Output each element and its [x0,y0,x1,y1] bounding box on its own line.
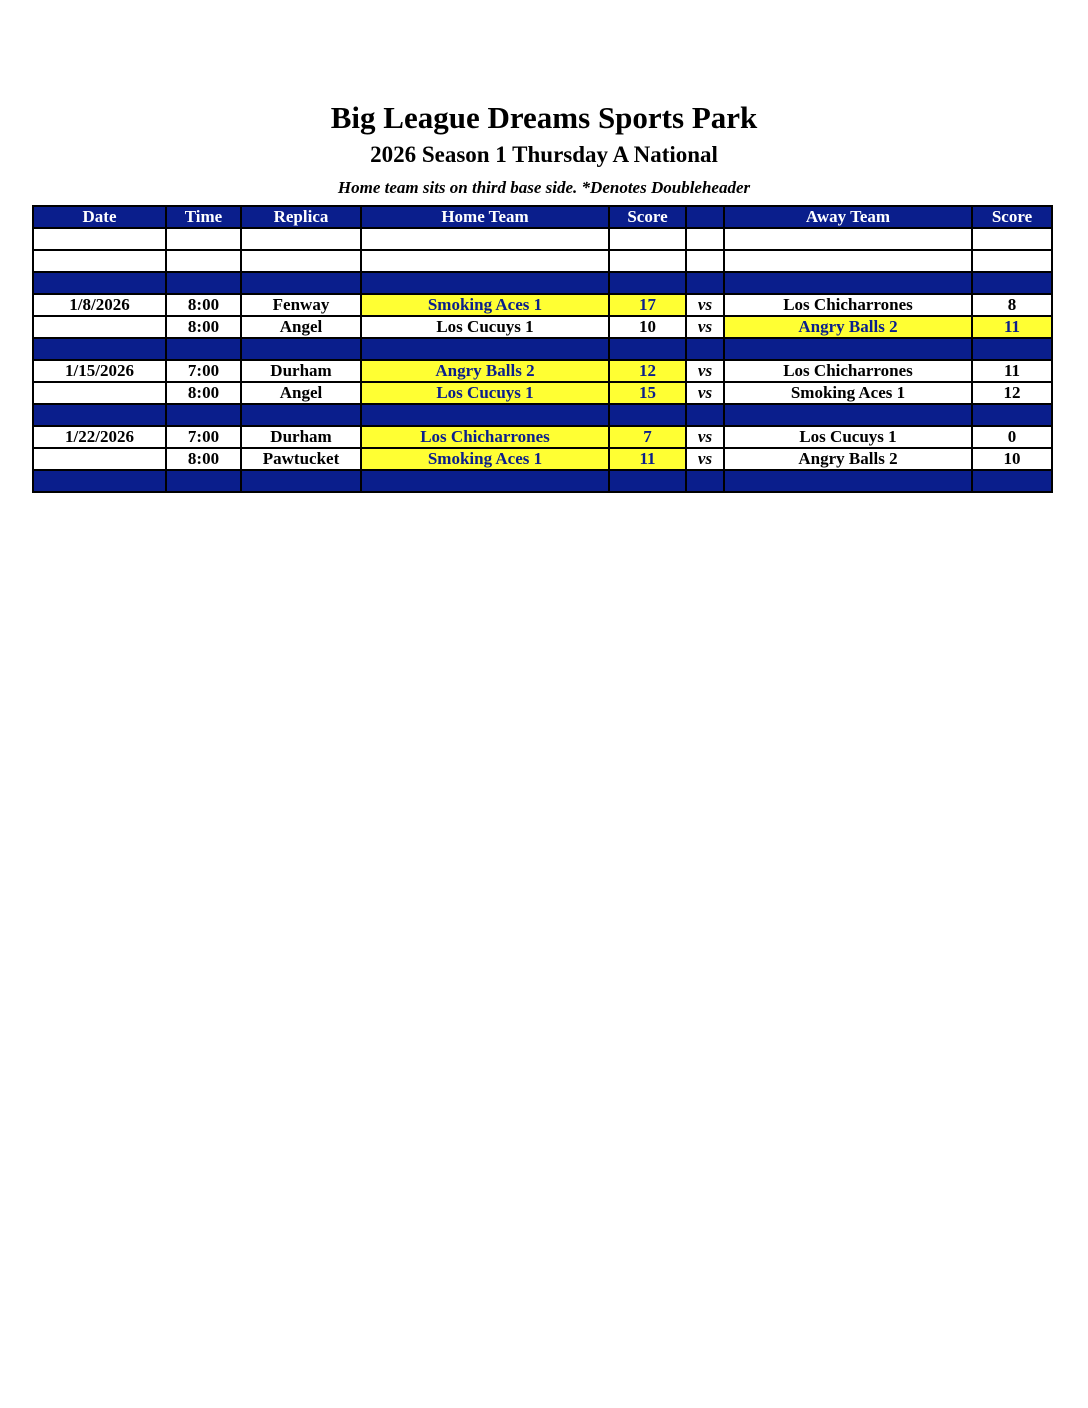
game-date: 1/8/2026 [33,294,166,316]
empty-row [33,250,1052,272]
game-replica: Durham [241,360,361,382]
away-score: 12 [972,382,1052,404]
home-team: Smoking Aces 1 [361,294,609,316]
away-team: Angry Balls 2 [724,316,972,338]
game-time: 8:00 [166,316,241,338]
table-row [33,316,1052,338]
column-header-away-team: Away Team [724,206,972,228]
game-time: 7:00 [166,360,241,382]
schedule-table [32,205,1053,493]
table-row [33,448,1052,470]
separator-row [33,338,1052,360]
separator-row [33,272,1052,294]
vs-label: vs [686,360,724,382]
away-score: 11 [972,316,1052,338]
home-team: Los Cucuys 1 [361,382,609,404]
game-date [33,448,166,470]
away-score: 10 [972,448,1052,470]
away-team: Smoking Aces 1 [724,382,972,404]
home-team: Los Cucuys 1 [361,316,609,338]
game-date: 1/22/2026 [33,426,166,448]
table-row [33,382,1052,404]
game-time: 8:00 [166,382,241,404]
home-score: 7 [609,426,686,448]
away-team: Los Chicharrones [724,360,972,382]
column-header-time: Time [166,206,241,228]
game-time: 8:00 [166,294,241,316]
home-score: 17 [609,294,686,316]
game-replica: Pawtucket [241,448,361,470]
home-team: Smoking Aces 1 [361,448,609,470]
column-header-home-score: Score [609,206,686,228]
game-time: 7:00 [166,426,241,448]
home-team: Los Chicharrones [361,426,609,448]
empty-row [33,228,1052,250]
table-row [33,426,1052,448]
away-team: Los Chicharrones [724,294,972,316]
separator-row [33,470,1052,492]
home-score: 11 [609,448,686,470]
page-subtitle: 2026 Season 1 Thursday A National [370,142,718,167]
schedule-note: Home team sits on third base side. *Denotes Doubleheader [337,178,751,197]
home-team: Angry Balls 2 [361,360,609,382]
page-title: Big League Dreams Sports Park [330,100,758,135]
column-header-date: Date [33,206,166,228]
game-time: 8:00 [166,448,241,470]
game-date [33,316,166,338]
vs-label: vs [686,426,724,448]
vs-label: vs [686,294,724,316]
table-row [33,360,1052,382]
column-header-replica: Replica [241,206,361,228]
column-header-away-score: Score [972,206,1052,228]
header-row [33,206,1052,228]
column-header-vs [686,206,724,228]
vs-label: vs [686,316,724,338]
game-replica: Fenway [241,294,361,316]
table-row [33,294,1052,316]
home-score: 12 [609,360,686,382]
game-replica: Durham [241,426,361,448]
away-team: Los Cucuys 1 [724,426,972,448]
away-team: Angry Balls 2 [724,448,972,470]
home-score: 15 [609,382,686,404]
home-score: 10 [609,316,686,338]
game-date: 1/15/2026 [33,360,166,382]
separator-row [33,404,1052,426]
away-score: 8 [972,294,1052,316]
vs-label: vs [686,448,724,470]
game-date [33,382,166,404]
game-replica: Angel [241,316,361,338]
away-score: 0 [972,426,1052,448]
column-header-home-team: Home Team [361,206,609,228]
game-replica: Angel [241,382,361,404]
vs-label: vs [686,382,724,404]
away-score: 11 [972,360,1052,382]
